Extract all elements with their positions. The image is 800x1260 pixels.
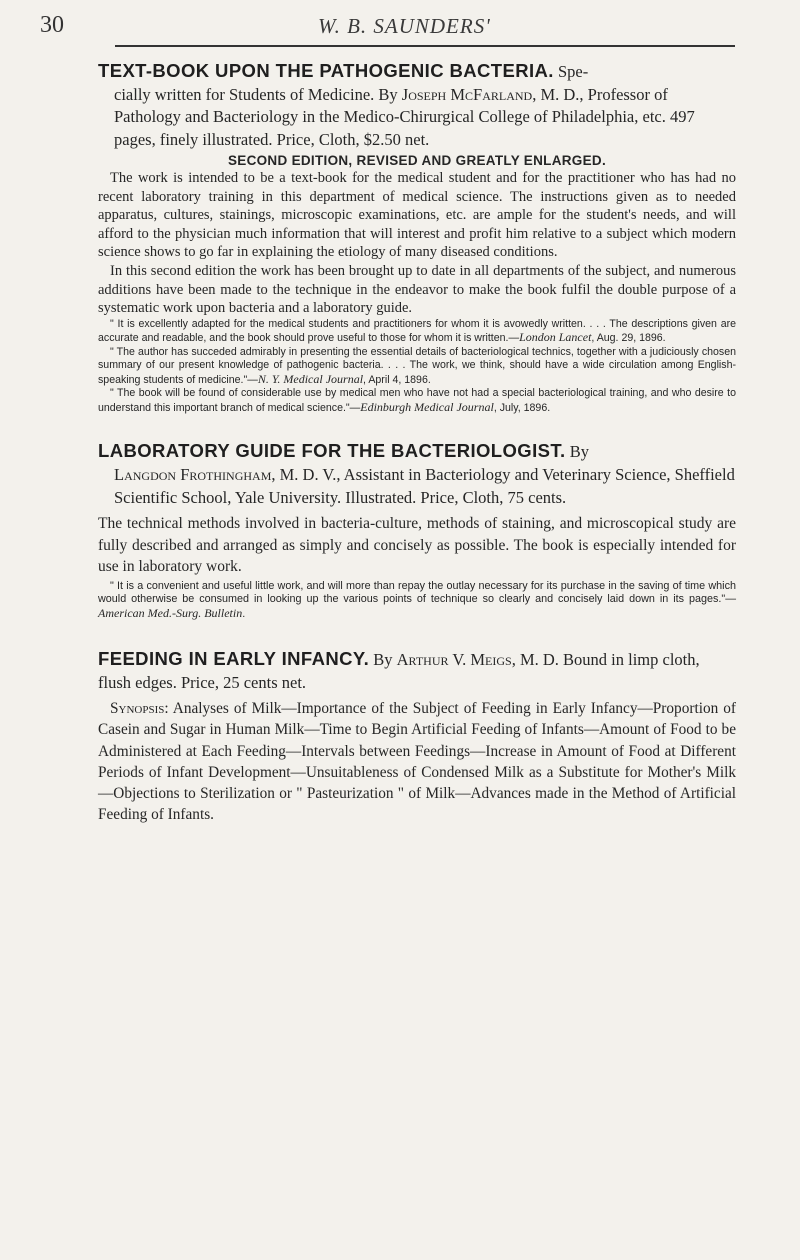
- entry-laboratory: [98, 439, 736, 621]
- review-source: London Lancet: [519, 330, 592, 345]
- entry-bacteria-review-3: [98, 387, 736, 415]
- entry-bacteria-edition: SECOND EDITION, REVISED AND GREATLY ENLARGED.: [227, 153, 607, 168]
- review-source: Edinburgh Medical Journal: [360, 399, 494, 414]
- entry-feeding-title: FEEDING IN EARLY INFANCY.: [98, 648, 370, 670]
- entry-bacteria-desc: [98, 84, 736, 152]
- entry-bacteria-desc-line2: cially written for Students of Medicine. By: [114, 84, 402, 104]
- entry-bacteria-review-2: [98, 346, 736, 388]
- running-head: W. B. SAUNDERS': [318, 14, 491, 38]
- entry-bacteria-desc-rest: , M. D., Professor of Pathology and Bacteriology in the Medico-Chirurgical College of Philadelphia, etc. 497 pages, finely illustrated. Price, Cloth, $2.50 net.: [114, 84, 695, 149]
- review-text: " It is a convenient and useful little work, and will more than repay the outlay necessary for its purchase in the saving of time which would otherwise be consumed in looking up the various points of technique so clearly and concisely laid down in its pages."—: [98, 579, 736, 606]
- review-date: .: [242, 607, 246, 620]
- entry-bacteria-title: TEXT-BOOK UPON THE PATHOGENIC BACTERIA.: [98, 60, 554, 81]
- entry-feeding-author: Arthur V. Meigs: [396, 650, 512, 670]
- catalogue-content: [98, 60, 736, 825]
- entry-feeding-by: By: [369, 650, 397, 670]
- entry-bacteria-desc-start: Spe-: [553, 62, 589, 81]
- entry-bacteria-review-1: [98, 318, 736, 346]
- review-text: " It is excellently adapted for the medical students and practitioners for whom it is avowedly written. . . . The descriptions given are accurate and readable, and the book should prove useful to those for whom it is written.—: [98, 317, 736, 345]
- entry-feeding-synopsis: [98, 698, 736, 825]
- review-date: , July, 1896.: [493, 401, 551, 414]
- entry-bacteria-heading: [98, 60, 736, 151]
- synopsis-text: : Analyses of Milk—Importance of the Subject of Feeding in Early Infancy—Proportion of Casein and Sugar in Human Milk—Time to Begin Artificial Feeding of Infants—Amount of Food to be Administered at Each Feeding—Intervals between Feedings—Increase in Amount of Food at Different Periods of Infant Development—Unsuitableness of Condensed Milk as a Substitute for Mother's Milk—Objections to Sterilization or " Pasteurization " of Milk—Advances made in the Method of Artificial Feeding of Infants.: [98, 700, 736, 824]
- entry-laboratory-desc-rest: , M. D. V., Assistant in Bacteriology and Veterinary Science, Sheffield Scientific School, Yale University. Illustrated. Price, Cloth, 75 cents.: [114, 465, 735, 508]
- entry-bacteria-author: Joseph McFarland: [401, 84, 533, 104]
- entry-spacer: [98, 415, 736, 439]
- entry-bacteria-para1: The work is intended to be a text-book for the medical student and for the practitioner who has had no recent laboratory training in this department of medical science. The instructions given as to needed apparatus, cultures, stainings, microscopic examinations, etc. are ample for the student's needs, and will afford to the physician much information that will interest and profit him relative to a subject which modern science shows to go far in explaining the etiology of many diseased conditions.: [98, 170, 736, 261]
- entry-bacteria: [98, 60, 736, 415]
- entry-laboratory-desc: [98, 463, 736, 509]
- review-source: N. Y. Medical Journal: [257, 371, 364, 386]
- header-rule: [115, 45, 735, 47]
- entry-feeding-desc: , M. D. Bound in limp cloth, flush edges. Price, 25 cents net.: [98, 650, 700, 693]
- review-text: " The book will be found of considerable use by medical men who have not had a special bacteriological training, and who desire to understand this important branch of medical science."—: [98, 387, 736, 414]
- entry-feeding: [98, 647, 736, 825]
- review-text: " The author has succeded admirably in presenting the essential details of bacteriological technics, together with a judiciously chosen summary of our present knowledge of pathogenic bacteria. . . . The work, we think, should have a wide circulation among English-speaking students of medicine."—: [98, 345, 736, 386]
- entry-laboratory-heading: [98, 439, 736, 509]
- entry-laboratory-title: LABORATORY GUIDE FOR THE BACTERIOLOGIST.: [98, 440, 566, 462]
- review-source: American Med.-Surg. Bulletin: [98, 605, 243, 620]
- entry-laboratory-author: Langdon Frothingham: [114, 465, 272, 485]
- entry-feeding-heading: [98, 647, 736, 694]
- page-header: [40, 10, 740, 44]
- entry-spacer: [98, 621, 736, 647]
- review-date: , Aug. 29, 1896.: [591, 332, 666, 345]
- entry-laboratory-by: By: [565, 442, 589, 462]
- review-date: , April 4, 1896.: [363, 373, 431, 386]
- entry-laboratory-review-1: [98, 580, 736, 622]
- entry-bacteria-para2: In this second edition the work has been brought up to date in all departments of the subject, and numerous additions have been made to the technique in the endeavor to make the book fulfil the double purpose of a systematic work upon bacteria and a laboratory guide.: [98, 262, 736, 317]
- entry-laboratory-para1: The technical methods involved in bacteria-culture, methods of staining, and microscopical study are fully described and arranged as simply and concisely as possible. The book is especially intended for use in laboratory work.: [98, 515, 736, 576]
- page-number: 30: [40, 12, 64, 38]
- synopsis-label: Synopsis: [110, 700, 165, 718]
